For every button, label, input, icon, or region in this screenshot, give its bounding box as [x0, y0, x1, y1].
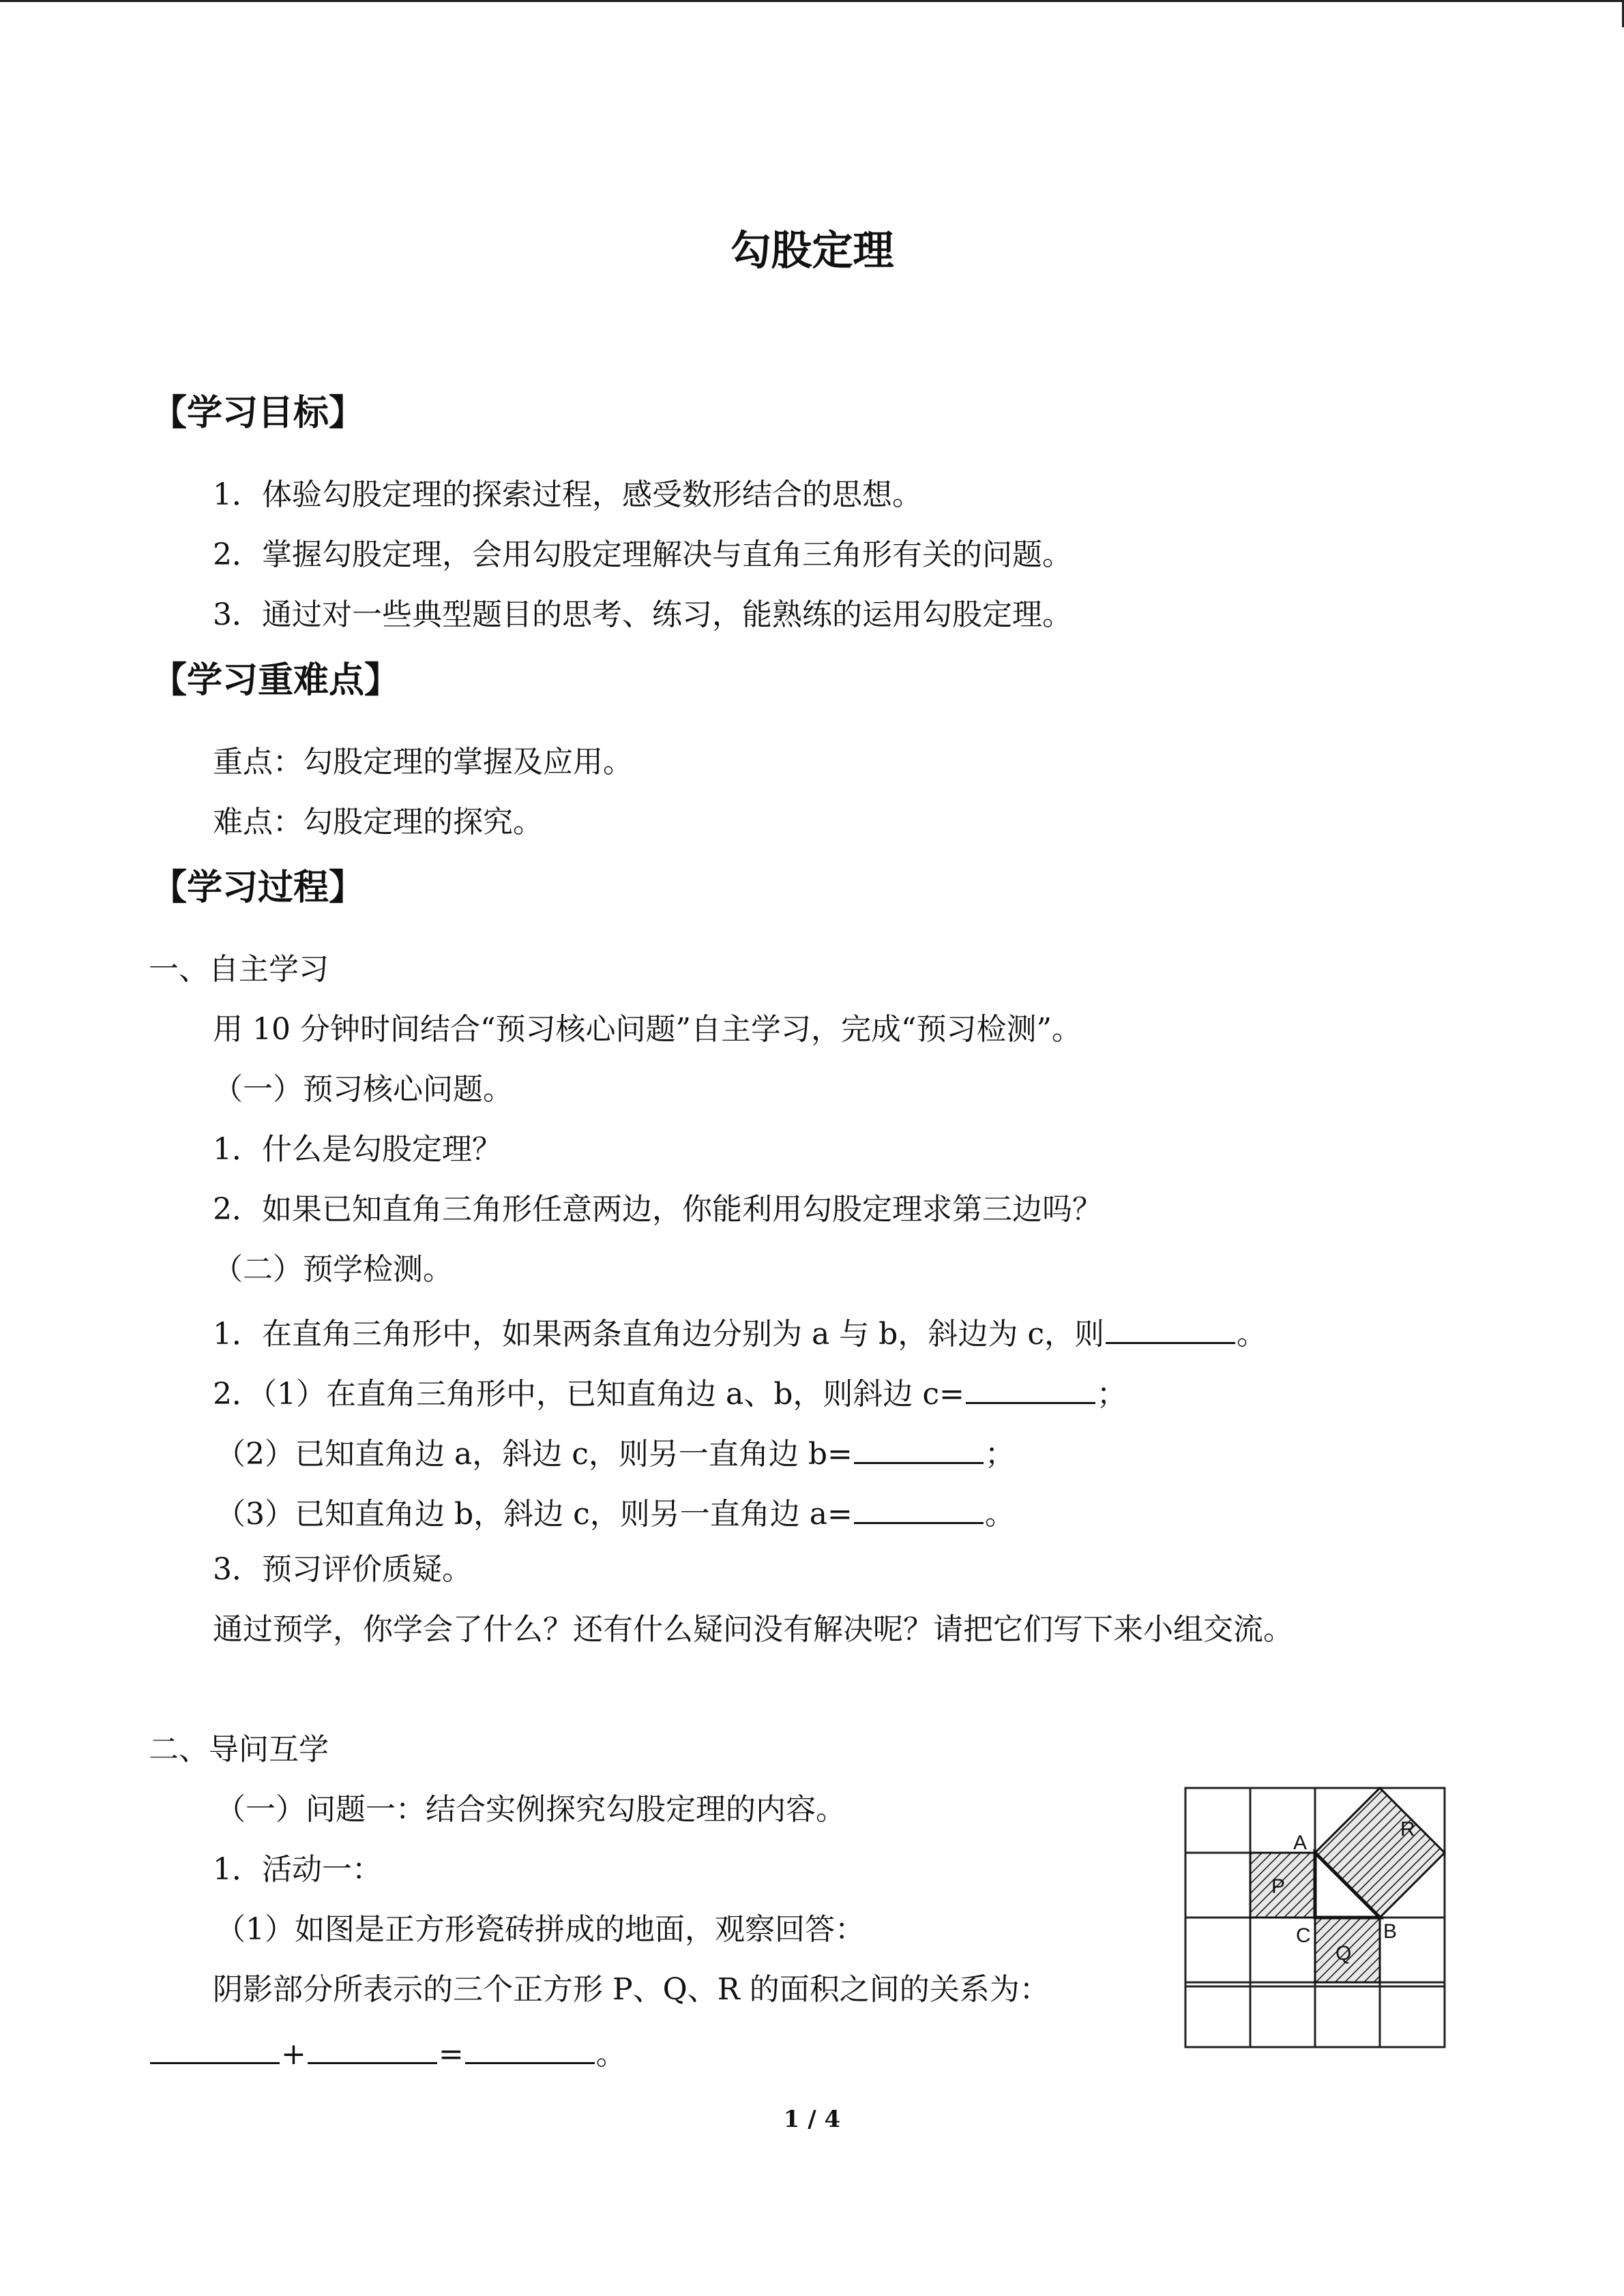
process-heading: 【学习过程】: [151, 867, 365, 908]
equals-sign: =: [438, 2037, 464, 2072]
activity-1-question: （1）如图是正方形瓷砖拼成的地面，观察回答：: [216, 1912, 865, 1947]
plus-sign: +: [281, 2037, 306, 2072]
top-border: [0, 0, 1624, 2]
label-a: A: [1293, 1832, 1308, 1854]
check-5: 3．预习评价质疑。: [213, 1552, 472, 1587]
answer-blank[interactable]: [854, 1495, 984, 1524]
page-title: 勾股定理: [730, 227, 894, 275]
answer-blank[interactable]: [854, 1435, 984, 1464]
part1-sub2: （二）预学检测。: [213, 1252, 453, 1287]
answer-blank[interactable]: [150, 2035, 280, 2064]
label-c: C: [1296, 1924, 1311, 1947]
check-2-text: 2．（1）在直角三角形中，已知直角边 a、b，则斜边 c=: [213, 1377, 964, 1412]
label-q: Q: [1335, 1942, 1352, 1965]
label-r: R: [1400, 1818, 1415, 1840]
check-4-text: （3）已知直角边 b，斜边 c，则另一直角边 a=: [216, 1497, 853, 1532]
relation-end: 。: [595, 2037, 626, 2072]
page-number: 1 / 4: [783, 2106, 841, 2133]
part2-sub1: （一）问题一：结合实例探究勾股定理的内容。: [216, 1792, 846, 1827]
part2-heading: 二、导问互学: [149, 1732, 329, 1767]
check-3-text: （2）已知直角边 a，斜边 c，则另一直角边 b=: [216, 1437, 853, 1472]
tile-floor-figure: [1179, 1781, 1451, 2054]
check-4: [216, 1495, 1015, 1530]
check-4-end: 。: [984, 1497, 1015, 1532]
check-3-end: ；: [984, 1437, 1015, 1472]
label-p: P: [1271, 1875, 1286, 1898]
answer-blank[interactable]: [1106, 1315, 1235, 1344]
difficulty-text: 难点：勾股定理的探究。: [213, 805, 543, 839]
activity-1: 1．活动一：: [213, 1852, 382, 1887]
check-2-end: ；: [1096, 1377, 1127, 1412]
objective-3: 3．通过对一些典型题目的思考、练习，能熟练的运用勾股定理。: [213, 597, 1072, 632]
answer-blank[interactable]: [308, 2035, 437, 2064]
answer-blank[interactable]: [465, 2035, 595, 2064]
question-2: 2．如果已知直角三角形任意两边，你能利用勾股定理求第三边吗？: [213, 1192, 1102, 1227]
part1-intro: 用 10 分钟时间结合“预习核心问题”自主学习，完成“预习检测”。: [213, 1012, 1082, 1047]
check-1: [213, 1315, 1267, 1350]
objective-1: 1．体验勾股定理的探索过程，感受数形结合的思想。: [213, 477, 922, 512]
part1-heading: 一、自主学习: [149, 952, 329, 987]
objectives-heading: 【学习目标】: [151, 393, 365, 434]
activity-1-text: 阴影部分所表示的三个正方形 P、Q、R 的面积之间的关系为：: [213, 1972, 1050, 2007]
area-relation-line: [149, 2035, 626, 2070]
keypoint-text: 重点：勾股定理的掌握及应用。: [213, 745, 633, 779]
keypoints-heading: 【学习重难点】: [151, 660, 400, 701]
check-1-text: 1．在直角三角形中，如果两条直角边分别为 a 与 b，斜边为 c，则: [213, 1317, 1104, 1352]
part1-sub1: （一）预习核心问题。: [213, 1072, 513, 1107]
answer-blank[interactable]: [966, 1375, 1095, 1404]
objective-2: 2．掌握勾股定理，会用勾股定理解决与直角三角形有关的问题。: [213, 537, 1072, 572]
check-2: [213, 1375, 1127, 1410]
label-b: B: [1383, 1920, 1398, 1943]
question-1: 1．什么是勾股定理？: [213, 1132, 502, 1167]
check-1-end: 。: [1236, 1317, 1267, 1352]
check-6: 通过预学，你学会了什么？还有什么疑问没有解决呢？请把它们写下来小组交流。: [213, 1612, 1293, 1647]
check-3: [216, 1435, 1015, 1470]
